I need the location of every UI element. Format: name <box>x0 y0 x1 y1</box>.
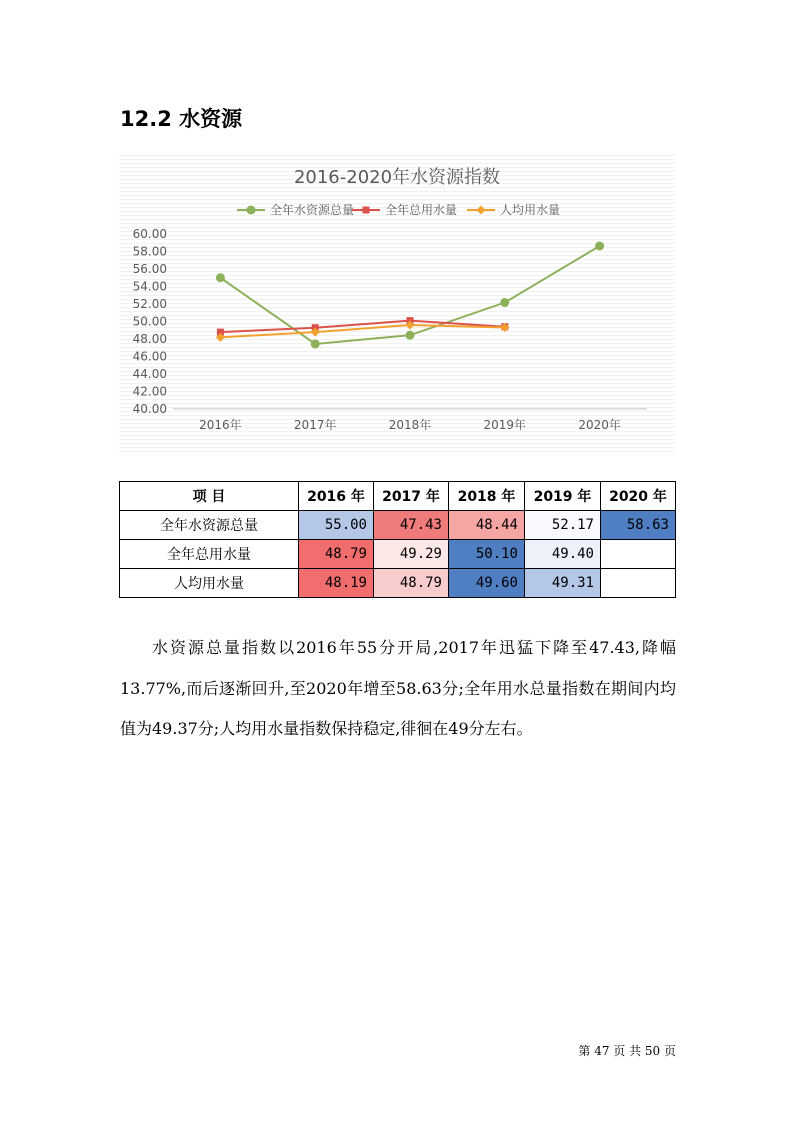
water-resource-chart <box>119 155 675 455</box>
header-cell: 2017 年 <box>374 482 449 511</box>
header-cell: 2016 年 <box>299 482 374 511</box>
analysis-paragraph: 水资源总量指数以2016年55分开局,2017年迅猛下降至47.43,降幅13.77%,而后逐渐回升,至2020年增至58.63分;全年用水总量指数在期间内均值为49.37分;人均用水量指数保持稳定,徘徊在49分左右。 <box>120 638 676 738</box>
x-tick-label: 2016年 <box>199 418 242 432</box>
y-tick-label: 46.00 <box>132 349 167 364</box>
table-row <box>120 511 676 540</box>
table-cell: 48.79 <box>374 569 449 598</box>
table-cell: 47.43 <box>374 511 449 540</box>
x-tick-label: 2017年 <box>293 418 337 432</box>
y-tick-label: 50.00 <box>132 314 167 329</box>
page-number: 第 47 页 共 50 页 <box>578 1044 676 1058</box>
table-cell: 50.10 <box>449 540 525 569</box>
table-cell <box>601 540 676 569</box>
y-tick-label: 56.00 <box>132 262 167 276</box>
table-cell: 49.31 <box>525 569 601 598</box>
row-label: 人均用水量 <box>120 569 299 598</box>
data-point <box>247 206 256 215</box>
table-cell: 58.63 <box>601 511 676 540</box>
chart-title: 2016-2020年水资源指数 <box>293 167 501 188</box>
legend-label: 全年总用水量 <box>385 203 458 217</box>
data-point <box>595 241 604 250</box>
header-cell: 项 目 <box>120 482 299 511</box>
table-cell: 52.17 <box>525 511 601 540</box>
y-tick-label: 42.00 <box>132 384 167 399</box>
table-cell: 49.60 <box>449 569 525 598</box>
data-point <box>500 298 509 307</box>
legend-label: 全年水资源总量 <box>270 203 355 217</box>
y-tick-label: 54.00 <box>132 279 167 294</box>
x-tick-label: 2019年 <box>483 418 527 432</box>
data-point <box>311 339 320 348</box>
x-tick-label: 2020年 <box>578 418 621 432</box>
y-tick-label: 60.00 <box>132 227 167 241</box>
row-label: 全年水资源总量 <box>120 511 299 540</box>
data-point <box>363 207 370 214</box>
legend-label: 人均用水量 <box>500 203 561 217</box>
header-cell: 2020 年 <box>601 482 676 511</box>
table-cell <box>601 569 676 598</box>
table-cell: 48.19 <box>299 569 374 598</box>
table-header-row <box>120 482 676 511</box>
chart-background <box>119 155 675 455</box>
data-point <box>406 331 415 340</box>
row-label: 全年总用水量 <box>120 540 299 569</box>
y-tick-label: 58.00 <box>132 244 167 259</box>
table-cell: 49.29 <box>374 540 449 569</box>
table-cell: 48.44 <box>449 511 525 540</box>
y-tick-label: 40.00 <box>132 402 167 416</box>
data-point <box>216 273 225 282</box>
header-cell: 2019 年 <box>525 482 601 511</box>
table-cell: 55.00 <box>299 511 374 540</box>
y-tick-label: 48.00 <box>132 332 167 346</box>
y-tick-label: 44.00 <box>132 367 167 381</box>
header-cell: 2018 年 <box>449 482 525 511</box>
x-tick-label: 2018年 <box>388 418 432 432</box>
water-index-table <box>119 481 676 598</box>
table-row <box>120 569 676 598</box>
table-row <box>120 540 676 569</box>
chart-legend <box>237 202 560 217</box>
table-cell: 49.40 <box>525 540 601 569</box>
y-tick-label: 52.00 <box>132 297 167 311</box>
section-title: 12.2 水资源 <box>120 107 243 131</box>
table-cell: 48.79 <box>299 540 374 569</box>
